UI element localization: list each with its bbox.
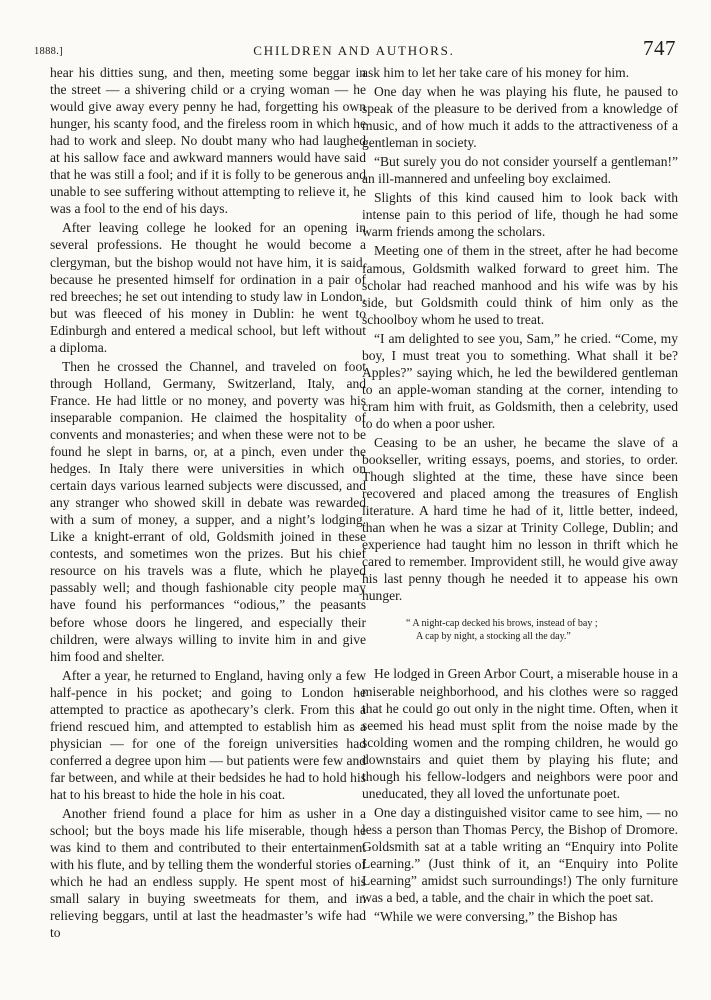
header-title: CHILDREN AND AUTHORS. bbox=[253, 43, 455, 58]
paragraph: One day when he was playing his flute, he paused to speak of the pleasure to be derived from a knowledge of music, and of how much it adds to the attractiveness of a gentleman in society. bbox=[362, 84, 678, 151]
verse-quotation bbox=[406, 618, 678, 643]
left-column bbox=[50, 64, 366, 941]
right-column bbox=[362, 64, 678, 925]
running-header bbox=[34, 36, 676, 62]
paragraph: One day a distinguished visitor came to see him, — no less a person than Thomas Percy, the Bishop of Dromore. Goldsmith sat at a table writing an “Enquiry into Polite Learning.” (Just think of it, an “Enquiry into Polite Learning” amidst such surroundings!) The only furniture was a bed, a table, and the chair in which the poet sat. bbox=[362, 804, 678, 906]
paragraph: “I am delighted to see you, Sam,” he cried. “Come, my boy, I must treat you to something. What shall it be? Apples?” saying which, he led the bewildered gentleman to an apple-woman standing at the corner, intending to cram him with fruit, as Goldsmith, then a celebrity, used to do when a poor usher. bbox=[362, 330, 678, 431]
page-number: 747 bbox=[643, 36, 676, 60]
paragraph: He lodged in Green Arbor Court, a miserable house in a miserable neighborhood, and his clothes were so ragged that he could go out only in the night time. Often, when it seemed his head must split from the noise made by the scolding women and the romping children, he would go downstairs and quiet them by playing his flute; and though his fellow-lodgers and neighbors were poor and uneducated, they all loved the unfortunate poet. bbox=[362, 666, 678, 801]
header-year: 1888.] bbox=[34, 46, 63, 57]
verse-line: A cap by night, a stocking all the day.” bbox=[416, 630, 571, 642]
paragraph: After leaving college he looked for an opening in several professions. He thought he would become a clergyman, but the bishop would not have him, it is said, because he presented himself for ordination in a pair of red breeches; he set out intending to study law in London, but was fleeced of his money in Dublin: he went to Edinburgh and entered a medical school, but left without a diploma. bbox=[50, 220, 366, 355]
verse-line: “ A night-cap decked his brows, instead of bay ; bbox=[406, 618, 598, 630]
paragraph: After a year, he returned to England, having only a few half-pence in his pocket; and going to London he attempted to practice as apothecary’s clerk. From this a friend rescued him, and attempted to establish him as a physician — for one of the foreign universities had conferred a degree upon him — but patients were few and far between, and while at their bedsides he had to hold his hat to his breast to hide the hole in his coat. bbox=[50, 667, 366, 802]
paragraph: hear his ditties sung, and then, meeting some beggar in the street — a shivering child or a crying woman — he would give away every penny he had, forgetting his own hunger, his scanty food, and the fireless room in which he had to work and sleep. No doubt many who had laughed at his sallow face and awkward manners would have said that he was still a fool; and if it is folly to be generous and unable to see suffering without attempting to relieve it, he was a fool to the end of his days. bbox=[50, 65, 366, 217]
paragraph: “But surely you do not consider yourself a gentleman!” an ill-mannered and unfeeling boy exclaimed. bbox=[362, 154, 678, 187]
paragraph: Then he crossed the Channel, and traveled on foot through Holland, Germany, Switzerland, Italy, and France. He had little or no money, and poverty was his inseparable companion. He claimed the hospitality of convents and monasteries; and when these were not to be found he slept in barns, or, at a pinch, even under the hedges. In Italy there were universities in which on certain days various learned subjects were discussed, and any stranger who showed skill in debate was rewarded with a sum of money, a supper, and a night’s lodging. Like a knight-errant of old, Goldsmith joined in these contests, and sometimes won the prizes. But his chief resource on his travels was a flute, which he played passably well; and though fashionable city people may have found his performances “odious,” the peasants before whose doors he lingered, and especially their children, were always willing to invite him in and give him food and shelter. bbox=[50, 358, 366, 664]
paragraph: ask him to let her take care of his money for him. bbox=[362, 65, 630, 80]
paragraph: Ceasing to be an usher, he became the slave of a bookseller, writing essays, poems, and stories, to order. Though slighted at the time, these have since been recovered and placed among the treasures of English literature. A hard time he had of it, little better, indeed, than when he was a sizar at Trinity College, Dublin; and experience had taught him no lesson in thrift which he cared to remember. Improvident still, he would give away his last penny though he needed it to appease his own hunger. bbox=[362, 434, 678, 604]
paragraph: Another friend found a place for him as usher in a school; but the boys made his life miserable, though he was kind to them and contributed to their entertainment with his flute, and by telling them the wonderful stories of which he had an endless supply. He spent most of his small salary in buying sweetmeats for them, and in relieving beggars, until at last the headmaster’s wife had to bbox=[50, 806, 366, 941]
paragraph: Slights of this kind caused him to look back with intense pain to this period of life, though he had some warm friends among the scholars. bbox=[362, 190, 678, 240]
paragraph: “While we were conversing,” the Bishop has bbox=[374, 909, 618, 925]
paragraph: Meeting one of them in the street, after he had become famous, Goldsmith walked forward to greet him. The scholar had reached manhood and his wife was by his side, but Goldsmith could think of him only as the schoolboy whom he used to treat. bbox=[362, 243, 678, 327]
